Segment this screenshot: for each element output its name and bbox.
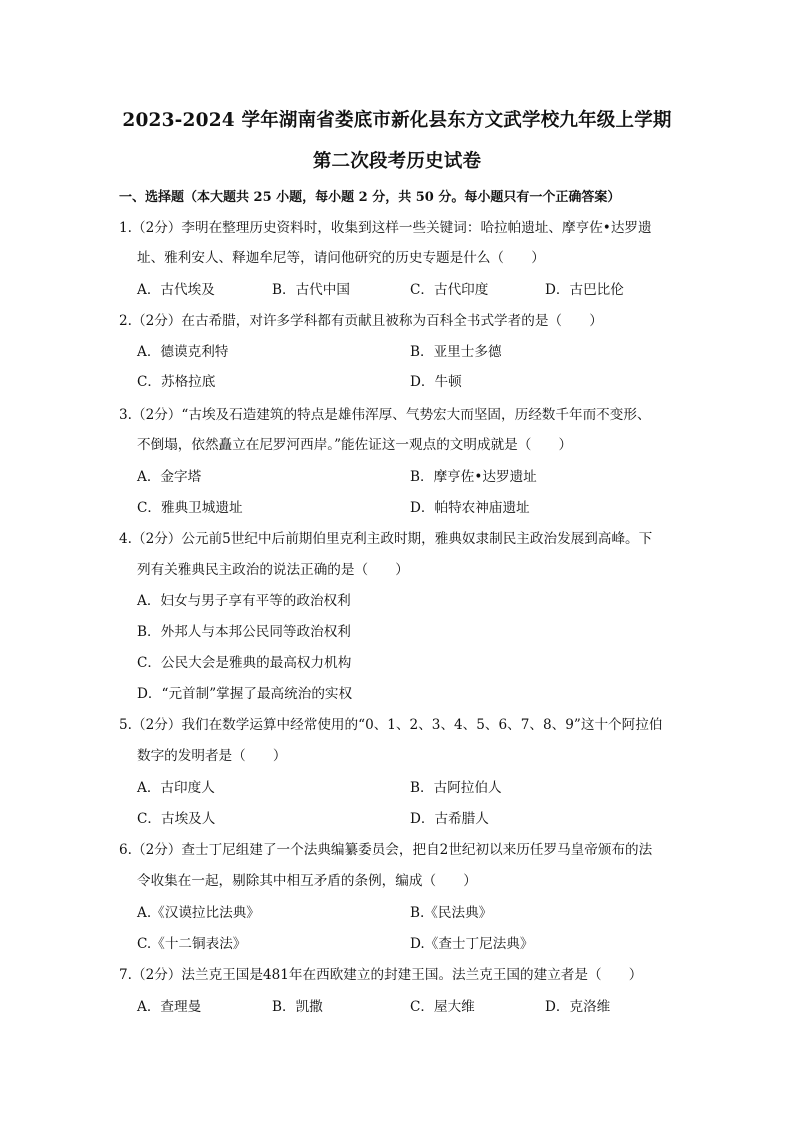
question-3-line-1: 3.（2分）“古埃及石造建筑的特点是雄伟浑厚、气势宏大而坚固，历经数千年而不变形、 xyxy=(119,407,651,423)
question-2-line-1: 2.（2分）在古希腊，对许多学科都有贡献且被称为百科全书式学者的是（ ） xyxy=(119,313,603,329)
question-7-option-d[interactable]: D．克洛维 xyxy=(545,999,611,1015)
question-7-line-1: 7.（2分）法兰克王国是481年在西欧建立的封建王国。法兰克王国的建立者是（ ） xyxy=(119,967,643,983)
question-3-option-a[interactable]: A．金字塔 xyxy=(137,469,202,485)
question-2-option-d[interactable]: D．牛顿 xyxy=(410,374,462,390)
exam-title-line2: 第二次段考历史试卷 xyxy=(312,151,482,172)
question-6-option-c[interactable]: C.《十二铜表法》 xyxy=(137,936,247,952)
question-6-option-d[interactable]: D.《查士丁尼法典》 xyxy=(410,936,534,952)
question-6-line-2: 令收集在一起，剔除其中相互矛盾的条例，编成（ ） xyxy=(137,873,477,889)
question-5-line-2: 数字的发明者是（ ） xyxy=(137,748,287,764)
question-3-option-b[interactable]: B．摩亨佐•达罗遗址 xyxy=(410,469,537,485)
question-3-line-2: 不倒塌，依然矗立在尼罗河西岸。”能佐证这一观点的文明成就是（ ） xyxy=(137,437,573,453)
question-4-line-1: 4.（2分）公元前5世纪中后前期伯里克利主政时期，雅典奴隶制民主政治发展到高峰。下 xyxy=(119,531,653,547)
question-4-option-b[interactable]: B．外邦人与本邦公民同等政治权利 xyxy=(137,624,351,640)
question-1-option-c[interactable]: C．古代印度 xyxy=(410,282,489,298)
question-1-option-b[interactable]: B．古代中国 xyxy=(272,282,350,298)
question-2-option-c[interactable]: C．苏格拉底 xyxy=(137,374,216,390)
question-6-line-1: 6.（2分）查士丁尼组建了一个法典编纂委员会，把自2世纪初以来历任罗马皇帝颁布的法 xyxy=(119,842,653,858)
question-7-option-a[interactable]: A．查理曼 xyxy=(137,999,202,1015)
section-heading: 一、选择题（本大题共 25 小题，每小题 2 分，共 50 分。每小题只有一个正确答案） xyxy=(119,190,621,205)
question-6-option-b[interactable]: B.《民法典》 xyxy=(410,905,493,921)
question-3-option-c[interactable]: C．雅典卫城遗址 xyxy=(137,500,243,516)
question-2-option-b[interactable]: B．亚里士多德 xyxy=(410,344,502,360)
question-5-line-1: 5.（2分）我们在数学运算中经常使用的“0、1、2、3、4、5、6、7、8、9”这十个阿拉伯 xyxy=(119,717,663,733)
question-4-option-d[interactable]: D．“元首制”掌握了最高统治的实权 xyxy=(137,686,353,702)
question-7-option-c[interactable]: C．屋大维 xyxy=(410,999,475,1015)
question-1-line-2: 址、雅利安人、释迦牟尼等，请问他研究的历史专题是什么（ ） xyxy=(137,250,545,266)
question-1-option-a[interactable]: A．古代埃及 xyxy=(137,282,215,298)
question-5-option-d[interactable]: D．古希腊人 xyxy=(410,811,489,827)
question-5-option-c[interactable]: C．古埃及人 xyxy=(137,811,216,827)
question-1-line-1: 1.（2分）李明在整理历史资料时，收集到这样一些关键词：哈拉帕遗址、摩亨佐•达罗遗 xyxy=(119,220,652,236)
question-3-option-d[interactable]: D．帕特农神庙遗址 xyxy=(410,500,530,516)
question-5-option-a[interactable]: A．古印度人 xyxy=(137,780,215,796)
question-7-option-b[interactable]: B．凯撒 xyxy=(272,999,323,1015)
question-4-option-c[interactable]: C．公民大会是雅典的最高权力机构 xyxy=(137,655,352,671)
question-2-option-a[interactable]: A．德谟克利特 xyxy=(137,344,229,360)
question-1-option-d[interactable]: D．古巴比伦 xyxy=(545,282,624,298)
question-5-option-b[interactable]: B．古阿拉伯人 xyxy=(410,780,502,796)
exam-title-line1: 2023-2024 学年湖南省娄底市新化县东方文武学校九年级上学期 xyxy=(122,110,672,131)
question-6-option-a[interactable]: A.《汉谟拉比法典》 xyxy=(137,905,260,921)
question-4-option-a[interactable]: A．妇女与男子享有平等的政治权利 xyxy=(137,593,351,609)
question-4-line-2: 列有关雅典民主政治的说法正确的是（ ） xyxy=(137,562,409,578)
